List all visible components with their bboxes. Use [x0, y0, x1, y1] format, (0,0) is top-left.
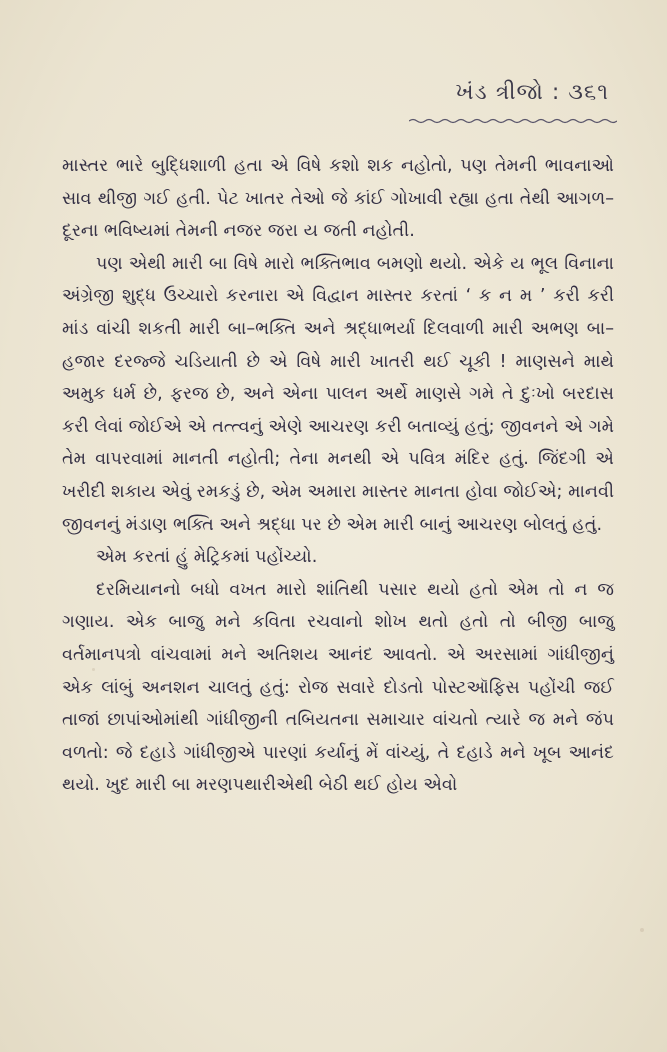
paragraph-1: માસ્તર ભારે બુદ્ધિશાળી હતા એ વિષે કશો શક નહોતો, પણ તેમની ભાવનાઓ સાવ થીજી ગઈ હતી. પેટ ખાતર તેઓ જે કાંઈ ગોખાવી રહ્યા હતા તેથી આગળ–દૂરના ભવિષ્યમાં તેમની નજર જરા ય જતી નહોતી.: [62, 156, 614, 242]
running-head: ખંડ ત્રીજો : ૩૬૧: [455, 80, 609, 105]
paragraph-4: દરમિયાનનો બધો વખત મારો શાંતિથી પસાર થયો હતો એમ તો ન જ ગણાય. એક બાજુ મને કવિતા રચવાનો શોખ થતો હતો તો બીજી બાજુ વર્તમાનપત્રો વાંચવામાં મને અતિશય આનંદ આવતો. એ અરસામાં ગાંધીજીનું એક લાંબું અનશન ચાલતું હતું: રોજ સવારે દોડતો પોસ્ટઑફિસ પહોંચી જઈ તાજાં છાપાંઓમાંથી ગાંધીજીની તબિયતના સમાચાર વાંચતો ત્યારે જ મને જંપ વળતો: જે દહાડે ગાંધીજીએ પારણાં કર્યાનું મેં વાંચ્યું, તે દહાડે મને ખૂબ આનંદ થયો. ખુદ મારી બા મરણપથારીએથી બેઠી થઈ હોય એવો: [62, 579, 614, 796]
body-text: [62, 150, 614, 802]
paper-speck: [598, 262, 601, 265]
paragraph-2: પણ એથી મારી બા વિષે મારો ભક્તિભાવ બમણો થયો. એકે ય ભૂલ વિનાના અંગ્રેજી શુદ્ધ ઉચ્ચારો કરનારા એ વિદ્વાન માસ્તર કરતાં ‘ ક ન મ ’ કરી કરી માંડ વાંચી શકતી મારી બા–ભક્તિ અને શ્રદ્ધાભર્યા દિલવાળી મારી અભણ બા–હજાર દરજ્જે ચડિયાતી છે એ વિષે મારી ખાતરી થઈ ચૂકી ! માણસને માથે અમુક ધર્મ છે, ફરજ છે, અને એના પાલન અર્થે માણસે ગમે તે દુઃખો બરદાસ કરી લેવાં જોઈએ એ તત્ત્વનું એણે આચરણ કરી બતાવ્યું હતું; જીવનને એ ગમે તેમ વાપરવામાં માનતી નહોતી; તેના મનથી એ પવિત્ર મંદિર હતું. જિંદગી એ ખરીદી શકાય એવું રમકડું છે, એમ અમારા માસ્તર માનતા હોવા જોઈએ; માનવી જીવનનું મંડાણ ભક્તિ અને શ્રદ્ધા પર છે એમ મારી બાનું આચરણ બોલતું હતું.: [62, 253, 614, 535]
paragraph-3: એમ કરતાં હું મેટ્રિકમાં પહોંચ્યો.: [96, 547, 318, 568]
paper-speck: [92, 668, 95, 671]
running-head-rule: [409, 118, 617, 124]
paper-speck: [640, 928, 644, 932]
